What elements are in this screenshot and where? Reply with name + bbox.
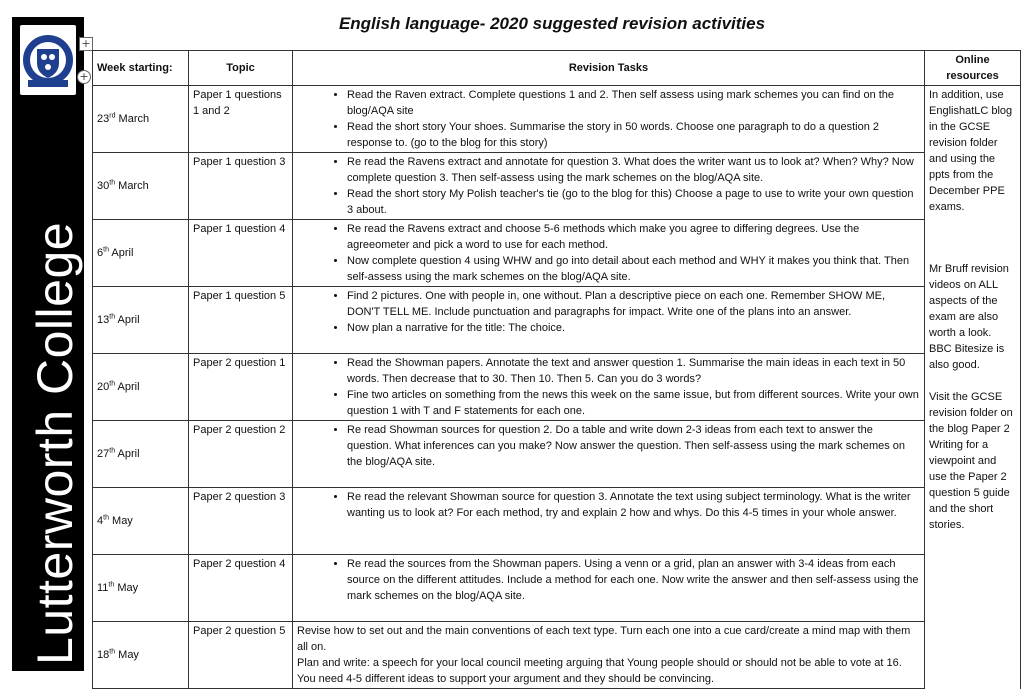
school-crest-icon [20, 25, 76, 95]
topic-cell: Paper 2 question 3 [189, 488, 293, 555]
tasks-cell [293, 622, 925, 689]
week-cell: 30th March [93, 153, 189, 220]
table-row [93, 287, 1021, 354]
header-resources: Online resources [925, 51, 1021, 86]
college-sidebar [12, 17, 84, 671]
table-move-handle-icon[interactable]: + [79, 37, 93, 51]
task-item: • Find 2 pictures. One with people in, one without. Plan a descriptive piece on each one. Remember SHOW ME, DON'T TELL ME. Include punctuation and paragraphs for impact. Write one of the plans into an answer. [347, 288, 920, 320]
tasks-cell [293, 421, 925, 488]
table-row [93, 622, 1021, 689]
task-item: • Re read the relevant Showman source for question 3. Annotate the text using subject terminology. What is the writer wanting us to look at? For each method, try and explain 2 how and whys. Do this 4-5 times in your whole answer. [347, 489, 920, 521]
task-item: • Re read the Ravens extract and choose 5-6 methods which make you agree to differing degrees. Use the agreeometer and pick a word to use for each method. [347, 221, 920, 253]
college-name: Lutterworth College [27, 221, 83, 665]
week-cell: 18th May [93, 622, 189, 689]
task-item: • Read the short story Your shoes. Summarise the story in 50 words. Choose one paragraph to do a question 2 response to. (go to the blog for this story) [347, 119, 920, 151]
tasks-cell [293, 287, 925, 354]
topic-cell: Paper 2 question 5 [189, 622, 293, 689]
week-cell: 20th April [93, 354, 189, 421]
revision-table [92, 50, 1021, 689]
resource-note: In addition, use EnglishatLC blog in the GCSE revision folder and using the ppts from the December PPE exams. [929, 89, 1013, 213]
add-row-icon[interactable]: + [77, 70, 91, 84]
tasks-cell [293, 555, 925, 622]
topic-cell: Paper 1 question 3 [189, 153, 293, 220]
task-item: • Fine two articles on something from the news this week on the same issue, but from different sources. Write your own question 1 with T and F statements for each one. [347, 387, 920, 419]
page-title: English language- 2020 suggested revision activities [338, 14, 766, 33]
table-row [93, 488, 1021, 555]
task-item: • Read the Raven extract. Complete questions 1 and 2. Then self assess using mark schemes you can find on the blog/AQA site [347, 87, 920, 119]
topic-cell: Paper 1 questions 1 and 2 [189, 86, 293, 153]
topic-cell: Paper 1 question 5 [189, 287, 293, 354]
task-paragraph: Plan and write: a speech for your local council meeting arguing that Young people should or should not be able to vote at 16. You need 4-5 different ideas to support your argument and they should be convincing. [297, 657, 902, 685]
week-cell: 6th April [93, 220, 189, 287]
topic-cell: Paper 2 question 4 [189, 555, 293, 622]
header-tasks: Revision Tasks [293, 51, 925, 86]
tasks-cell [293, 220, 925, 287]
tasks-cell [293, 153, 925, 220]
week-cell: 27th April [93, 421, 189, 488]
resource-note: Mr Bruff revision videos on ALL aspects of the exam are also worth a look. [929, 263, 1009, 339]
task-item: • Re read the Ravens extract and annotate for question 3. What does the writer want us to look at? When? Why? Now complete question 3. Then self-assess using the mark schemes on the blog/AQA site. [347, 154, 920, 186]
week-cell: 13th April [93, 287, 189, 354]
tasks-cell [293, 488, 925, 555]
tasks-cell [293, 86, 925, 153]
table-row [93, 555, 1021, 622]
task-item: • Read the Showman papers. Annotate the text and answer question 1. Summarise the main ideas in each text in 50 words. Then decrease that to 30. Then 10. Then 5. Can you do 3 words? [347, 355, 920, 387]
task-item: • Now complete question 4 using WHW and go into detail about each method and WHY it makes you think that. Then self-assess using the mark schemes on the blog/AQA site. [347, 253, 920, 285]
task-paragraph: Revise how to set out and the main conventions of each text type. Turn each one into a cue card/create a mind map with them all on. [297, 625, 911, 653]
header-week: Week starting: [93, 51, 189, 86]
task-item: • Read the short story My Polish teacher's tie (go to the blog for this) Choose a page to use to write your own question 3 about. [347, 186, 920, 218]
week-cell: 4th May [93, 488, 189, 555]
table-row [93, 354, 1021, 421]
resource-note: Visit the GCSE revision folder on the blog Paper 2 Writing for a viewpoint and use the Paper 2 question 5 guide and the short stories. [929, 391, 1013, 531]
task-item: • Re read the sources from the Showman papers. Using a venn or a grid, plan an answer with 3-4 ideas from each source on the different attitudes. Include a method for each one. Now write the answer and then self-assess using the mark schemes on the blog/AQA site. [347, 556, 920, 604]
tasks-cell [293, 354, 925, 421]
table-row [93, 421, 1021, 488]
topic-cell: Paper 2 question 2 [189, 421, 293, 488]
table-row [93, 220, 1021, 287]
table-row [93, 153, 1021, 220]
header-topic: Topic [189, 51, 293, 86]
week-cell: 11th May [93, 555, 189, 622]
week-cell: 23rd March [93, 86, 189, 153]
table-row [93, 86, 1021, 153]
resources-cell [925, 86, 1021, 689]
resource-note: BBC Bitesize is also good. [929, 343, 1005, 371]
task-item: • Now plan a narrative for the title: The choice. [347, 320, 920, 336]
topic-cell: Paper 1 question 4 [189, 220, 293, 287]
topic-cell: Paper 2 question 1 [189, 354, 293, 421]
task-item: • Re read Showman sources for question 2. Do a table and write down 2-3 ideas from each text to answer the question. What inferences can you make? Now answer the question. Then self-assess using the mark schemes on the blog/AQA site. [347, 422, 920, 470]
